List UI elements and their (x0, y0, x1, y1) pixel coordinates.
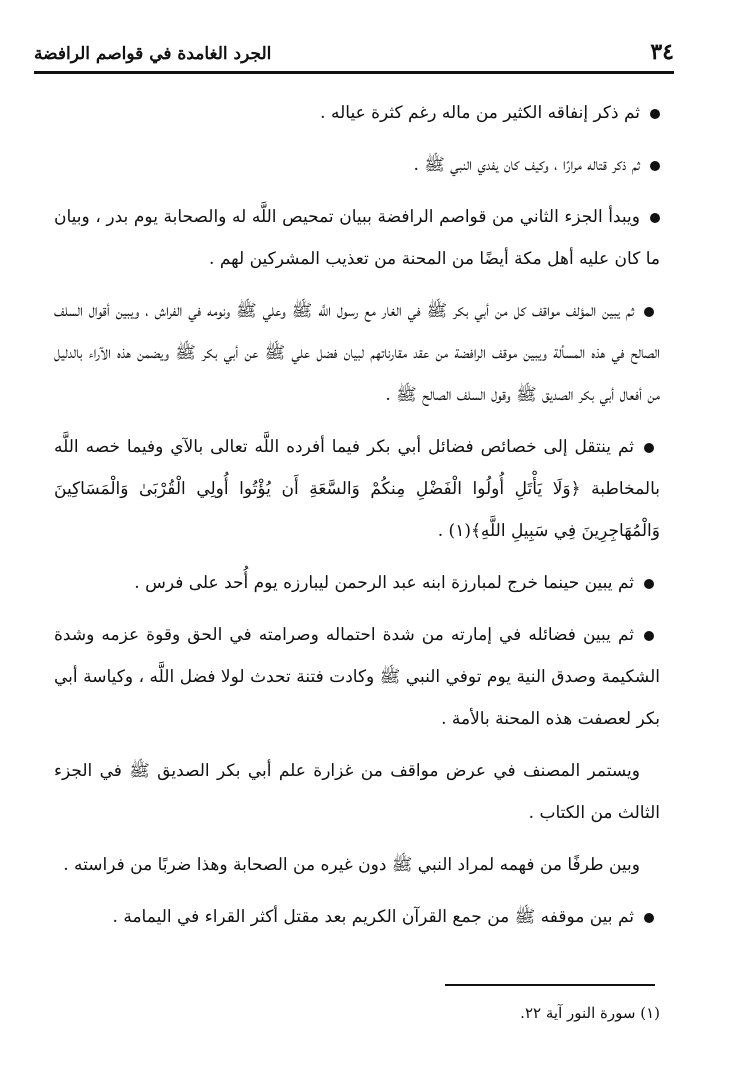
bullet-icon (650, 161, 660, 171)
footnote-rule (445, 984, 655, 986)
bullet-icon (644, 443, 654, 453)
page-number: ٣٤ (650, 39, 674, 65)
paragraph-text: وبين طرفًا من فهمه لمراد النبي ﷺ دون غيره من الصحابة وهذا ضربًا من فراسته . (63, 855, 640, 875)
paragraph-8 (54, 750, 660, 834)
footnote: (١) سورة النور آية ٢٢. (520, 1004, 660, 1022)
paragraph-10 (54, 896, 660, 938)
running-title: الجرد الغامدة في قواصم الرافضة (34, 44, 272, 64)
page-body (54, 92, 660, 948)
paragraph-9 (54, 844, 660, 886)
bullet-icon (650, 109, 660, 119)
paragraph-text: ثم ينتقل إلى خصائص فضائل أبي بكر فيما أفرده اللَّه تعالى بالآي وفيما خصه اللَّه بالمخاطبة ﴿وَلَا يَأْتَلِ أُولُوا الْفَضْلِ مِنكُمْ وَالسَّعَةِ أَن يُؤْتُوا أُولِي الْقُرْبَىٰ وَالْمَسَاكِينَ وَالْمُهَاجِرِينَ فِي سَبِيلِ اللَّهِ﴾(١) . (54, 437, 660, 541)
bullet-icon (650, 213, 660, 223)
paragraph-3 (54, 196, 660, 280)
paragraph-7 (54, 614, 660, 740)
bullet-icon (644, 631, 654, 641)
paragraph-1 (54, 92, 660, 134)
paragraph-text: ثم يبين حينما خرج لمبارزة ابنه عبد الرحمن ليبارزه يوم أُحد على فرس . (134, 573, 634, 593)
paragraph-2 (54, 144, 660, 186)
paragraph-6 (54, 562, 660, 604)
paragraph-text: ويستمر المصنف في عرض مواقف من غزارة علم أبي بكر الصديق ﷺ في الجزء الثالث من الكتاب . (54, 761, 660, 823)
bullet-icon (644, 913, 654, 923)
paragraph-text: ثم ذكر إنفاقه الكثير من ماله رغم كثرة عياله . (320, 103, 640, 123)
paragraph-5 (54, 426, 660, 552)
bullet-icon (644, 307, 654, 317)
paragraph-4 (54, 290, 660, 416)
paragraph-text: ثم ذكر قتاله مرارًا ، وكيف كان يفدي النبي ﷺ . (413, 155, 640, 175)
paragraph-text: ويبدأ الجزء الثاني من قواصم الرافضة ببيان تمحيص اللَّه له والصحابة يوم بدر ، وبيان ما كان عليه أهل مكة أيضًا من المحنة من تعذيب المشركين لهم . (54, 207, 660, 269)
paragraph-text: ثم بين موقفه ﷺ من جمع القرآن الكريم بعد مقتل أكثر القراء في اليمامة . (112, 907, 634, 927)
header-rule (34, 71, 674, 74)
paragraph-text: ثم يبين فضائله في إمارته من شدة احتماله وصرامته في الحق وقوة عزمه وشدة الشكيمة وصدق النية يوم توفي النبي ﷺ وكادت فتنة تحدث لولا فضل اللَّه ، وكياسة أبي بكر لعصفت هذه المحنة بالأمة . (54, 625, 660, 729)
page-header (34, 38, 674, 78)
paragraph-text: ثم يبين المؤلف مواقف كل من أبي بكر ﷺ في الغار مع رسول اللَّه ﷺ وعلي ﷺ ونومه في الفراش ، ويبين أقوال السلف الصالح في هذه المسألة ويبين موقف الرافضة من عقد مقارناتهم لبيان فضل علي ﷺ عن أبي بكر ﷺ ويضمن هذه الآراء بالدليل من أفعال أبي بكر الصديق ﷺ وقول السلف الصالح ﷺ . (54, 301, 660, 405)
bullet-icon (644, 579, 654, 589)
